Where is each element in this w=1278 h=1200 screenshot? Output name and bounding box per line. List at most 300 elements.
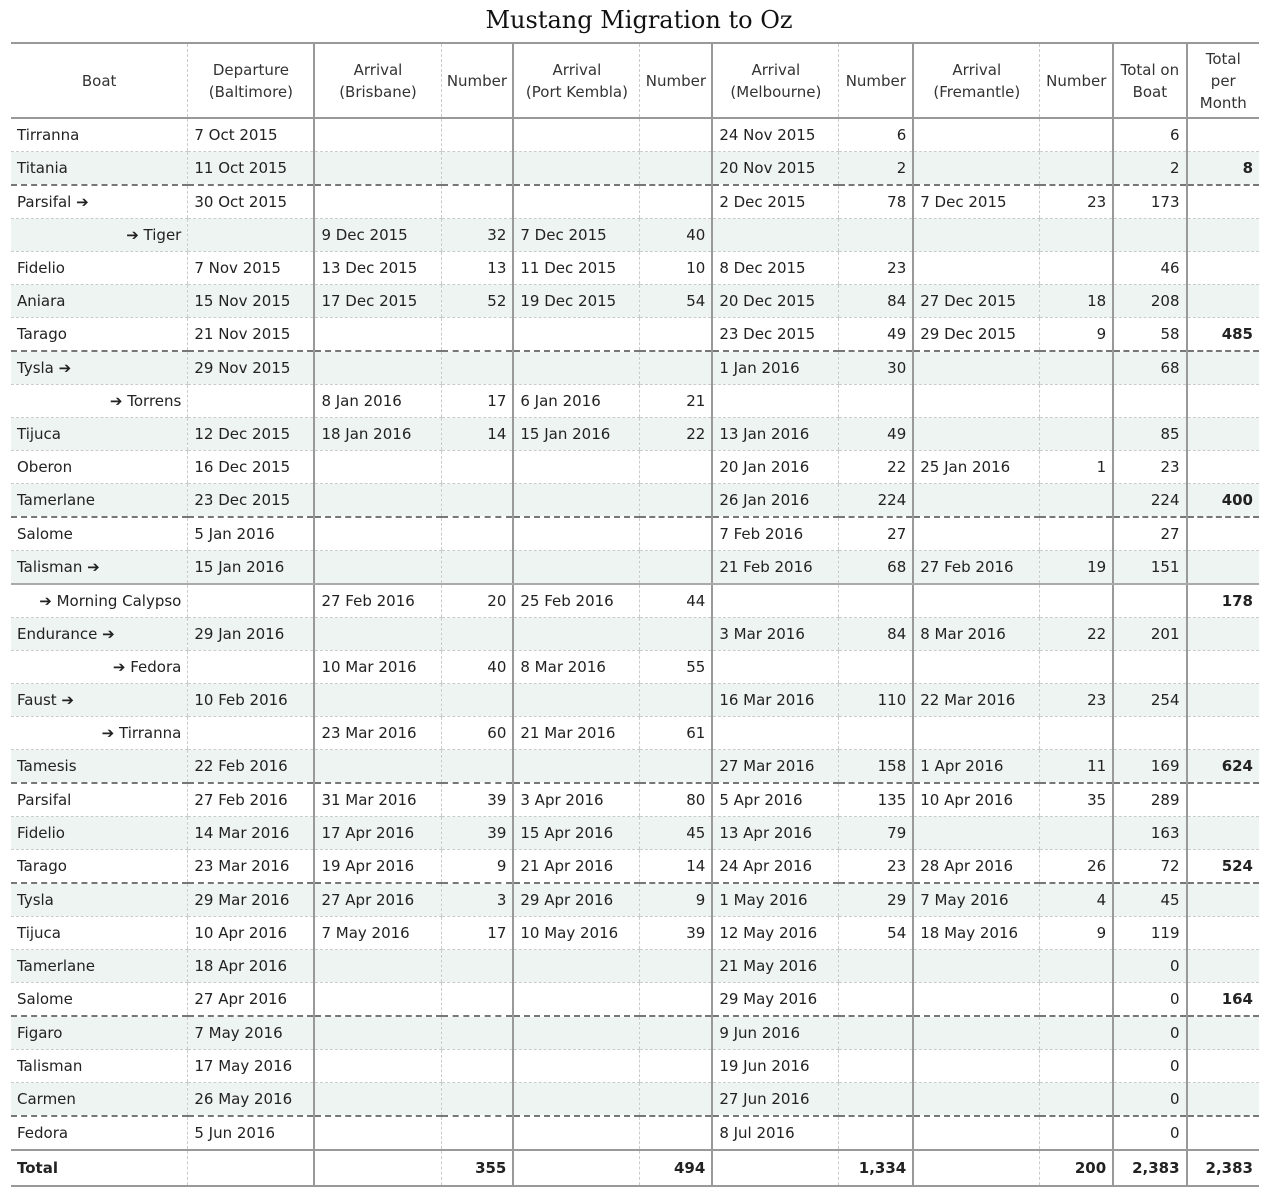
cell-port-kembla-number (640, 618, 712, 651)
cell-brisbane-number (441, 1083, 513, 1117)
cell-fremantle-number: 19 (1040, 551, 1113, 585)
table-body (11, 118, 1259, 1150)
cell-total-on-boat: 163 (1113, 817, 1186, 850)
cell-fremantle-number (1040, 817, 1113, 850)
cell-port-kembla-date: 19 Dec 2015 (513, 285, 640, 318)
cell-brisbane-number: 40 (441, 651, 513, 684)
cell-port-kembla-number: 9 (640, 883, 712, 917)
cell-melbourne-date: 7 Feb 2016 (712, 517, 839, 551)
cell-fremantle-date: 18 May 2016 (913, 917, 1040, 950)
migration-table (11, 42, 1259, 1187)
cell-melbourne-number: 158 (839, 750, 913, 784)
cell-total-on-boat: 0 (1113, 950, 1186, 983)
cell-total-on-boat: 27 (1113, 517, 1186, 551)
cell-port-kembla-date (513, 118, 640, 152)
cell-port-kembla-number: 39 (640, 917, 712, 950)
cell-brisbane-number: 3 (441, 883, 513, 917)
table-row (11, 385, 1259, 418)
cell-boat: Faust ➔ (11, 684, 188, 717)
cell-departure: 30 Oct 2015 (188, 185, 315, 219)
cell-melbourne-number: 78 (839, 185, 913, 219)
header-number-brisbane: Number (441, 43, 513, 118)
cell-melbourne-number: 68 (839, 551, 913, 585)
cell-brisbane-date (314, 983, 441, 1017)
cell-brisbane-date: 17 Apr 2016 (314, 817, 441, 850)
cell-brisbane-number (441, 1016, 513, 1050)
cell-brisbane-number: 14 (441, 418, 513, 451)
cell-boat: Talisman ➔ (11, 551, 188, 585)
table-row (11, 1016, 1259, 1050)
cell-total-on-boat: 254 (1113, 684, 1186, 717)
cell-port-kembla-date: 15 Jan 2016 (513, 418, 640, 451)
table-row (11, 1083, 1259, 1117)
cell-port-kembla-number (640, 983, 712, 1017)
cell-boat: ➔ Fedora (11, 651, 188, 684)
cell-brisbane-date (314, 950, 441, 983)
total-per-month: 2,383 (1187, 1150, 1259, 1186)
cell-melbourne-date (712, 385, 839, 418)
cell-port-kembla-number (640, 950, 712, 983)
cell-departure (188, 584, 315, 618)
cell-departure: 18 Apr 2016 (188, 950, 315, 983)
cell-boat: ➔ Tirranna (11, 717, 188, 750)
cell-melbourne-number: 30 (839, 351, 913, 385)
cell-fremantle-date: 27 Feb 2016 (913, 551, 1040, 585)
cell-total-on-boat (1113, 651, 1186, 684)
cell-total-on-boat: 0 (1113, 983, 1186, 1017)
header-arrival-brisbane: Arrival (Brisbane) (314, 43, 441, 118)
cell-port-kembla-number: 45 (640, 817, 712, 850)
cell-port-kembla-date (513, 1116, 640, 1150)
cell-port-kembla-date: 15 Apr 2016 (513, 817, 640, 850)
table-row (11, 584, 1259, 618)
cell-port-kembla-number: 61 (640, 717, 712, 750)
total-row (11, 1150, 1259, 1186)
cell-melbourne-number: 79 (839, 817, 913, 850)
cell-brisbane-date: 18 Jan 2016 (314, 418, 441, 451)
cell-brisbane-number (441, 118, 513, 152)
cell-fremantle-date (913, 950, 1040, 983)
cell-departure (188, 717, 315, 750)
cell-brisbane-date (314, 451, 441, 484)
cell-total-per-month (1187, 351, 1259, 385)
cell-departure: 27 Feb 2016 (188, 783, 315, 817)
table-row (11, 917, 1259, 950)
cell-boat: ➔ Torrens (11, 385, 188, 418)
cell-port-kembla-number (640, 1116, 712, 1150)
cell-melbourne-number: 224 (839, 484, 913, 518)
cell-brisbane-date (314, 684, 441, 717)
cell-brisbane-date (314, 318, 441, 352)
cell-brisbane-date (314, 517, 441, 551)
cell-departure: 29 Mar 2016 (188, 883, 315, 917)
cell-port-kembla-date (513, 684, 640, 717)
table-row (11, 551, 1259, 585)
cell-total-on-boat (1113, 219, 1186, 252)
cell-total-per-month: 624 (1187, 750, 1259, 784)
cell-melbourne-date: 8 Jul 2016 (712, 1116, 839, 1150)
cell-brisbane-date (314, 152, 441, 186)
cell-brisbane-date (314, 750, 441, 784)
cell-fremantle-date (913, 584, 1040, 618)
cell-melbourne-date (712, 651, 839, 684)
cell-total-on-boat: 201 (1113, 618, 1186, 651)
table-row (11, 684, 1259, 717)
cell-port-kembla-date (513, 950, 640, 983)
cell-brisbane-number (441, 318, 513, 352)
cell-departure: 12 Dec 2015 (188, 418, 315, 451)
cell-total-per-month: 178 (1187, 584, 1259, 618)
cell-fremantle-number: 35 (1040, 783, 1113, 817)
cell-fremantle-number (1040, 152, 1113, 186)
cell-melbourne-date: 26 Jan 2016 (712, 484, 839, 518)
cell-port-kembla-date: 29 Apr 2016 (513, 883, 640, 917)
table-row (11, 351, 1259, 385)
cell-total-per-month: 524 (1187, 850, 1259, 884)
total-port-kembla-number: 494 (640, 1150, 712, 1186)
cell-port-kembla-date: 21 Apr 2016 (513, 850, 640, 884)
cell-boat: Tarago (11, 850, 188, 884)
cell-total-per-month (1187, 883, 1259, 917)
header-number-melbourne: Number (839, 43, 913, 118)
cell-brisbane-number (441, 983, 513, 1017)
cell-port-kembla-date: 3 Apr 2016 (513, 783, 640, 817)
cell-departure: 7 Oct 2015 (188, 118, 315, 152)
cell-brisbane-number (441, 750, 513, 784)
cell-port-kembla-date (513, 451, 640, 484)
cell-fremantle-number (1040, 1016, 1113, 1050)
cell-total-on-boat: 289 (1113, 783, 1186, 817)
cell-fremantle-number (1040, 252, 1113, 285)
cell-total-on-boat: 85 (1113, 418, 1186, 451)
cell-total-on-boat: 45 (1113, 883, 1186, 917)
cell-fremantle-date (913, 418, 1040, 451)
cell-melbourne-date: 29 May 2016 (712, 983, 839, 1017)
cell-fremantle-number: 23 (1040, 185, 1113, 219)
cell-fremantle-date (913, 484, 1040, 518)
header-number-fremantle: Number (1040, 43, 1113, 118)
cell-brisbane-number (441, 185, 513, 219)
cell-fremantle-number (1040, 351, 1113, 385)
cell-fremantle-number (1040, 219, 1113, 252)
cell-melbourne-date (712, 584, 839, 618)
cell-melbourne-date: 3 Mar 2016 (712, 618, 839, 651)
cell-melbourne-number (839, 219, 913, 252)
cell-melbourne-date: 20 Jan 2016 (712, 451, 839, 484)
cell-total-on-boat (1113, 584, 1186, 618)
cell-total-per-month (1187, 385, 1259, 418)
cell-melbourne-number: 23 (839, 850, 913, 884)
cell-total-on-boat: 0 (1113, 1050, 1186, 1083)
total-brisbane-number: 355 (441, 1150, 513, 1186)
cell-brisbane-date: 9 Dec 2015 (314, 219, 441, 252)
cell-melbourne-date: 23 Dec 2015 (712, 318, 839, 352)
table-row (11, 950, 1259, 983)
cell-brisbane-number (441, 551, 513, 585)
cell-brisbane-number (441, 451, 513, 484)
table-row (11, 484, 1259, 518)
cell-brisbane-date (314, 1016, 441, 1050)
cell-brisbane-number: 13 (441, 252, 513, 285)
cell-brisbane-date (314, 1050, 441, 1083)
cell-fremantle-number (1040, 950, 1113, 983)
table-row (11, 252, 1259, 285)
cell-brisbane-date: 19 Apr 2016 (314, 850, 441, 884)
cell-brisbane-number: 39 (441, 817, 513, 850)
cell-total-per-month (1187, 618, 1259, 651)
cell-fremantle-date (913, 517, 1040, 551)
cell-fremantle-number (1040, 717, 1113, 750)
cell-melbourne-number (839, 651, 913, 684)
cell-melbourne-number (839, 1116, 913, 1150)
cell-fremantle-number (1040, 118, 1113, 152)
cell-melbourne-date: 24 Apr 2016 (712, 850, 839, 884)
cell-fremantle-date: 7 Dec 2015 (913, 185, 1040, 219)
cell-port-kembla-number: 14 (640, 850, 712, 884)
cell-melbourne-number (839, 1083, 913, 1117)
cell-melbourne-date: 19 Jun 2016 (712, 1050, 839, 1083)
cell-brisbane-number: 9 (441, 850, 513, 884)
cell-fremantle-date: 10 Apr 2016 (913, 783, 1040, 817)
cell-brisbane-date (314, 618, 441, 651)
cell-port-kembla-number (640, 1050, 712, 1083)
cell-boat: Fedora (11, 1116, 188, 1150)
cell-fremantle-date: 8 Mar 2016 (913, 618, 1040, 651)
cell-departure: 23 Mar 2016 (188, 850, 315, 884)
cell-boat: Tamesis (11, 750, 188, 784)
cell-total-per-month: 8 (1187, 152, 1259, 186)
cell-port-kembla-date: 25 Feb 2016 (513, 584, 640, 618)
cell-melbourne-number: 49 (839, 418, 913, 451)
cell-port-kembla-date: 10 May 2016 (513, 917, 640, 950)
table-row (11, 618, 1259, 651)
cell-melbourne-date: 5 Apr 2016 (712, 783, 839, 817)
cell-port-kembla-number: 80 (640, 783, 712, 817)
cell-brisbane-number: 20 (441, 584, 513, 618)
cell-departure: 7 May 2016 (188, 1016, 315, 1050)
cell-brisbane-number: 17 (441, 917, 513, 950)
cell-brisbane-number (441, 950, 513, 983)
cell-melbourne-date: 21 Feb 2016 (712, 551, 839, 585)
cell-fremantle-number (1040, 651, 1113, 684)
cell-total-on-boat: 68 (1113, 351, 1186, 385)
cell-fremantle-number: 18 (1040, 285, 1113, 318)
cell-brisbane-number (441, 618, 513, 651)
cell-departure: 7 Nov 2015 (188, 252, 315, 285)
cell-fremantle-number: 9 (1040, 318, 1113, 352)
cell-fremantle-number (1040, 385, 1113, 418)
cell-port-kembla-date (513, 318, 640, 352)
table-row (11, 750, 1259, 784)
cell-fremantle-number (1040, 1083, 1113, 1117)
cell-total-per-month: 485 (1187, 318, 1259, 352)
cell-port-kembla-date: 21 Mar 2016 (513, 717, 640, 750)
cell-brisbane-number (441, 152, 513, 186)
cell-port-kembla-date: 11 Dec 2015 (513, 252, 640, 285)
cell-brisbane-date: 8 Jan 2016 (314, 385, 441, 418)
cell-melbourne-date (712, 717, 839, 750)
cell-fremantle-number (1040, 517, 1113, 551)
cell-total-on-boat: 46 (1113, 252, 1186, 285)
cell-port-kembla-number (640, 1016, 712, 1050)
cell-total-per-month (1187, 451, 1259, 484)
cell-total-on-boat: 0 (1113, 1016, 1186, 1050)
cell-fremantle-date: 29 Dec 2015 (913, 318, 1040, 352)
table-row (11, 185, 1259, 219)
cell-fremantle-number: 26 (1040, 850, 1113, 884)
cell-port-kembla-number: 54 (640, 285, 712, 318)
table-row (11, 850, 1259, 884)
cell-total-per-month (1187, 684, 1259, 717)
cell-brisbane-date (314, 484, 441, 518)
header-departure: Departure (Baltimore) (188, 43, 315, 118)
cell-melbourne-number: 49 (839, 318, 913, 352)
cell-departure (188, 219, 315, 252)
cell-fremantle-number: 22 (1040, 618, 1113, 651)
cell-brisbane-date (314, 351, 441, 385)
total-fremantle-number: 200 (1040, 1150, 1113, 1186)
cell-melbourne-number: 23 (839, 252, 913, 285)
cell-departure: 15 Jan 2016 (188, 551, 315, 585)
table-row (11, 783, 1259, 817)
cell-fremantle-date: 7 May 2016 (913, 883, 1040, 917)
cell-brisbane-date: 23 Mar 2016 (314, 717, 441, 750)
cell-brisbane-number: 17 (441, 385, 513, 418)
cell-melbourne-number (839, 717, 913, 750)
header-arrival-melbourne: Arrival (Melbourne) (712, 43, 839, 118)
cell-fremantle-date (913, 817, 1040, 850)
cell-fremantle-date: 1 Apr 2016 (913, 750, 1040, 784)
cell-port-kembla-number (640, 185, 712, 219)
cell-total-per-month: 164 (1187, 983, 1259, 1017)
cell-brisbane-number (441, 684, 513, 717)
cell-melbourne-date: 27 Jun 2016 (712, 1083, 839, 1117)
cell-brisbane-number (441, 351, 513, 385)
cell-fremantle-date: 28 Apr 2016 (913, 850, 1040, 884)
cell-total-per-month (1187, 1016, 1259, 1050)
cell-total-on-boat: 173 (1113, 185, 1186, 219)
cell-fremantle-date (913, 252, 1040, 285)
cell-fremantle-number: 1 (1040, 451, 1113, 484)
table-row (11, 1050, 1259, 1083)
cell-fremantle-date: 27 Dec 2015 (913, 285, 1040, 318)
table-row (11, 883, 1259, 917)
cell-melbourne-date: 1 Jan 2016 (712, 351, 839, 385)
cell-brisbane-number: 32 (441, 219, 513, 252)
cell-port-kembla-number (640, 750, 712, 784)
cell-port-kembla-date (513, 1016, 640, 1050)
cell-boat: Parsifal (11, 783, 188, 817)
table-row (11, 285, 1259, 318)
cell-fremantle-number: 11 (1040, 750, 1113, 784)
cell-boat: Parsifal ➔ (11, 185, 188, 219)
cell-boat: Tamerlane (11, 950, 188, 983)
cell-total-per-month (1187, 551, 1259, 585)
cell-fremantle-number (1040, 983, 1113, 1017)
cell-departure: 26 May 2016 (188, 1083, 315, 1117)
cell-fremantle-number (1040, 1050, 1113, 1083)
cell-port-kembla-number (640, 1083, 712, 1117)
cell-melbourne-number (839, 983, 913, 1017)
cell-fremantle-number (1040, 1116, 1113, 1150)
total-on-boat: 2,383 (1113, 1150, 1186, 1186)
cell-total-on-boat: 58 (1113, 318, 1186, 352)
total-brisbane-date (314, 1150, 441, 1186)
cell-fremantle-date (913, 717, 1040, 750)
cell-boat: Tysla (11, 883, 188, 917)
header-number-port-kembla: Number (640, 43, 712, 118)
cell-brisbane-date (314, 551, 441, 585)
cell-melbourne-date: 24 Nov 2015 (712, 118, 839, 152)
cell-port-kembla-date (513, 351, 640, 385)
header-row (11, 43, 1259, 118)
cell-port-kembla-date: 8 Mar 2016 (513, 651, 640, 684)
cell-boat: Carmen (11, 1083, 188, 1117)
cell-brisbane-number: 52 (441, 285, 513, 318)
cell-brisbane-number (441, 1050, 513, 1083)
total-melbourne-date (712, 1150, 839, 1186)
cell-brisbane-date (314, 1083, 441, 1117)
cell-boat: Fidelio (11, 252, 188, 285)
cell-total-on-boat: 2 (1113, 152, 1186, 186)
cell-melbourne-date (712, 219, 839, 252)
cell-port-kembla-date (513, 750, 640, 784)
cell-departure: 29 Jan 2016 (188, 618, 315, 651)
cell-port-kembla-number: 10 (640, 252, 712, 285)
cell-total-on-boat: 6 (1113, 118, 1186, 152)
cell-melbourne-number: 22 (839, 451, 913, 484)
cell-total-per-month: 400 (1187, 484, 1259, 518)
cell-port-kembla-number (640, 684, 712, 717)
cell-port-kembla-date: 6 Jan 2016 (513, 385, 640, 418)
cell-total-per-month (1187, 1083, 1259, 1117)
cell-port-kembla-number (640, 484, 712, 518)
cell-port-kembla-date (513, 517, 640, 551)
cell-port-kembla-number (640, 118, 712, 152)
cell-melbourne-date: 16 Mar 2016 (712, 684, 839, 717)
cell-boat: Tirranna (11, 118, 188, 152)
cell-fremantle-date (913, 118, 1040, 152)
cell-fremantle-number: 4 (1040, 883, 1113, 917)
cell-total-per-month (1187, 1050, 1259, 1083)
total-port-kembla-date (513, 1150, 640, 1186)
cell-departure: 21 Nov 2015 (188, 318, 315, 352)
cell-total-per-month (1187, 817, 1259, 850)
cell-melbourne-number (839, 1016, 913, 1050)
cell-total-on-boat (1113, 385, 1186, 418)
cell-departure: 22 Feb 2016 (188, 750, 315, 784)
cell-boat: Talisman (11, 1050, 188, 1083)
cell-boat: ➔ Tiger (11, 219, 188, 252)
cell-melbourne-date: 9 Jun 2016 (712, 1016, 839, 1050)
cell-total-per-month (1187, 185, 1259, 219)
cell-total-on-boat: 72 (1113, 850, 1186, 884)
cell-boat: ➔ Morning Calypso (11, 584, 188, 618)
cell-boat: Endurance ➔ (11, 618, 188, 651)
cell-brisbane-date (314, 118, 441, 152)
cell-total-per-month (1187, 285, 1259, 318)
table-row (11, 451, 1259, 484)
cell-departure: 10 Feb 2016 (188, 684, 315, 717)
cell-port-kembla-date (513, 1083, 640, 1117)
cell-brisbane-date (314, 1116, 441, 1150)
cell-port-kembla-date (513, 152, 640, 186)
cell-port-kembla-number: 21 (640, 385, 712, 418)
page-title: Mustang Migration to Oz (485, 6, 793, 34)
cell-brisbane-number: 60 (441, 717, 513, 750)
cell-melbourne-date: 2 Dec 2015 (712, 185, 839, 219)
cell-port-kembla-number: 44 (640, 584, 712, 618)
